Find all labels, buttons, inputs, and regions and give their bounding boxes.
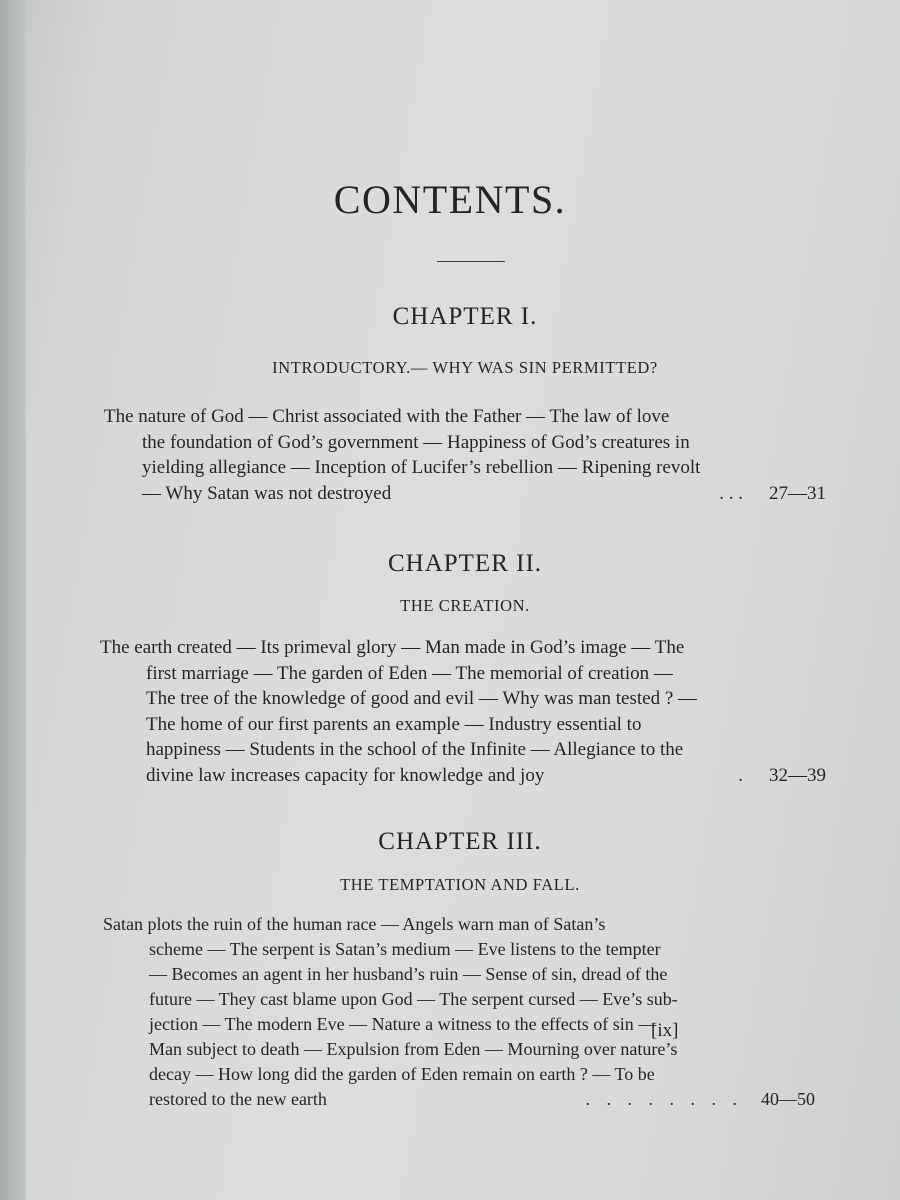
summary-line: scheme — The serpent is Satan’s medium — Eve listens to the tempter xyxy=(149,939,661,959)
chapter-1-summary xyxy=(104,404,826,506)
summary-line: divine law increases capacity for knowledge and joy xyxy=(146,764,545,786)
page-range: 32—39 xyxy=(769,764,826,786)
chapter-2-subtitle: THE CREATION. xyxy=(400,596,530,615)
summary-line: yielding allegiance — Inception of Lucifer’s rebellion — Ripening revolt xyxy=(142,457,701,479)
leader-dots: . . . . . . . . xyxy=(585,1089,743,1109)
summary-line: The tree of the knowledge of good and evil — Why was man tested ? — xyxy=(146,688,698,710)
summary-line: future — They cast blame upon God — The serpent cursed — Eve’s sub- xyxy=(149,989,678,1009)
summary-line: the foundation of God’s government — Happiness of God’s creatures in xyxy=(142,431,690,453)
summary-line: jection — The modern Eve — Nature a witness to the effects of sin — xyxy=(149,1014,657,1034)
summary-line: first marriage — The garden of Eden — The memorial of creation — xyxy=(146,662,673,684)
summary-line: — Becomes an agent in her husband’s ruin — Sense of sin, dread of the xyxy=(149,964,668,984)
chapter-3-subtitle: THE TEMPTATION AND FALL. xyxy=(340,875,580,894)
contents-title: CONTENTS. xyxy=(333,177,567,222)
summary-line: decay — How long did the garden of Eden remain on earth ? — To be xyxy=(149,1064,655,1084)
summary-last-line xyxy=(100,763,826,789)
summary-line: The home of our first parents an example — Industry essential to xyxy=(146,713,642,735)
page-folio: [ix] xyxy=(651,1020,679,1041)
leader-dots: . xyxy=(738,764,743,786)
page-range: 40—50 xyxy=(761,1089,815,1109)
summary-last-line xyxy=(103,1087,815,1112)
chapter-2-heading: CHAPTER II. xyxy=(387,550,543,577)
summary-line: restored to the new earth xyxy=(149,1089,327,1109)
chapter-2-summary xyxy=(100,635,826,789)
chapter-3-heading: CHAPTER III. xyxy=(378,828,542,855)
summary-line: Satan plots the ruin of the human race — Angels warn man of Satan’s xyxy=(103,914,606,934)
summary-line: Man subject to death — Expulsion from Eden — Mourning over nature’s xyxy=(149,1039,678,1059)
summary-last-line xyxy=(104,481,826,507)
chapter-1-subtitle: INTRODUCTORY.— WHY WAS SIN PERMITTED? xyxy=(272,358,658,377)
leader-dots: . . . xyxy=(719,482,743,504)
summary-line: — Why Satan was not destroyed xyxy=(142,482,392,504)
chapter-3-summary xyxy=(103,912,815,1112)
summary-line: happiness — Students in the school of the Infinite — Allegiance to the xyxy=(146,739,684,761)
page-range: 27—31 xyxy=(769,482,826,504)
title-rule xyxy=(437,261,505,262)
chapter-1-heading: CHAPTER I. xyxy=(392,303,538,330)
summary-line: The earth created — Its primeval glory — Man made in God’s image — The xyxy=(100,637,685,658)
summary-line: The nature of God — Christ associated with the Father — The law of love xyxy=(104,406,670,427)
